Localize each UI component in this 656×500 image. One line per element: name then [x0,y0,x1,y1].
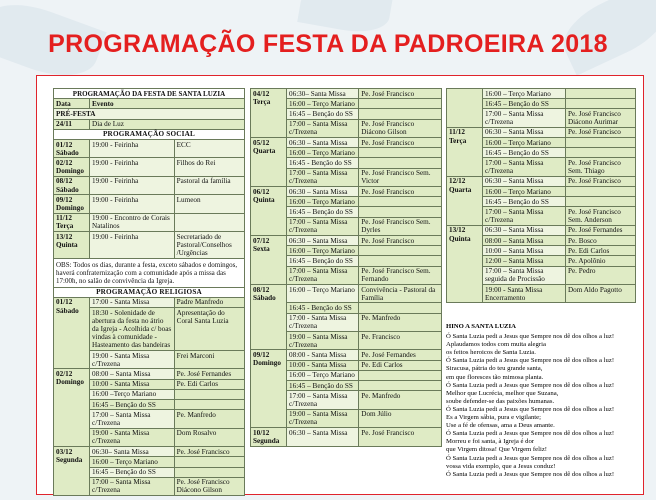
row-time: 19:00 - Santa Missa Encerramento [483,285,566,303]
table-row [251,138,442,148]
hymn-lines [446,333,636,479]
row-time: 16:00 – Terço Mariano [483,187,566,197]
row-time: 17:00 – Santa Missa c/Trezena [287,266,359,284]
row-time: 19:00 - Feirinha [90,176,175,194]
row-time: 06:30– Santa Missa [90,447,175,457]
row-time: 17:00 – Santa Missa c/Trezena [483,207,566,225]
row-time: 16:00 – Terço Mariano [287,370,359,380]
row-time: 19:00 - Feirinha [90,158,175,176]
row-day: 11/12 Terça [447,127,483,176]
row-time: 19:00 - Feirinha [90,232,175,259]
hymn-line: Es a Virgem sábia, pura e vigilante; [446,414,541,422]
program-table [53,88,245,496]
row-celebrant [174,389,244,399]
row-celebrant [359,148,442,158]
table-row [447,127,636,137]
hymn-line: soube defender-se das paixões humanas. [446,397,555,405]
table-heading: PROGRAMAÇÃO DA FESTA DE SANTA LUZIA [54,89,245,99]
obs-note: OBS: Todos os dias, durante a festa, exceto sábados e domingos, haverá confraternização com a comunidade após a missa das 17:00h, no salão de convivência da Igreja. [54,258,245,287]
row-time: 17:00 – Santa Missa c/Trezena [287,391,359,409]
row-time: 08:00 - Santa Missa [287,350,359,360]
table-row [54,369,245,379]
row-time: 16:00 – Terço Mariano [287,197,359,207]
row-time: 10:00 - Santa Missa [90,379,175,389]
row-time: 16:45 – Benção do SS [90,467,175,477]
section-religious: PROGRAMAÇÃO RELIGIOSA [54,287,245,297]
row-time: 16:00 – Terço Mariano [287,285,359,303]
row-celebrant: Pe. Pedro [565,266,635,284]
row-time: 19:00 - Encontro de Corais Natalinos [90,213,175,231]
row-day: 13/12 Quinta [54,232,90,259]
row-celebrant: Pe. José Francisco [565,176,635,186]
hymn-line: Ó Santa Luzia pedi a Jesus que Sempre nos dê dos olhos a luz! [446,357,615,365]
row-time: 16:00 – Terço Mariano [90,457,175,467]
row-celebrant [359,99,442,109]
row-time: 16:45 – Benção do SS [483,197,566,207]
row-group: ECC [174,140,244,158]
row-day: 03/12 Segunda [54,447,90,496]
row-time: 17:00 - Santa Missa c/Trezena [287,313,359,331]
row-group: Pastoral da família [174,176,244,194]
hymn-line: Morreu e foi santa, à Igreja é dor [446,438,535,446]
row-celebrant [565,138,635,148]
row-day: 09/12 Domingo [251,350,287,428]
row-celebrant: Pe. José Francisco [359,138,442,148]
row-celebrant: Pe. José Francisco Diácono Gilson [174,477,244,495]
row-celebrant: Padre Manfredo [174,297,244,307]
row-time: 16:45 – Benção do SS [483,148,566,158]
table-row [447,89,636,99]
hymn-line: Ó Santa Luzia pedi a Jesus que Sempre nos dê dos olhos a luz! [446,333,615,341]
row-celebrant: Pe. José Francisco [359,428,442,446]
row-celebrant: Frei Marconi [174,351,244,369]
table-row [251,89,442,99]
row-celebrant: Pe. José Francisco [565,127,635,137]
row-time: 17:00 – Santa Missa c/Trezena [90,410,175,428]
row-day: 07/12 Sexta [251,236,287,285]
row-celebrant: Pe. Manfredo [174,410,244,428]
row-time: 17:00 – Santa Missa c/Trezena [287,217,359,235]
row-time: 16:45 - Benção do SS [287,303,359,313]
row-time: 19:00 – Santa Missa c/Trezena [287,332,359,350]
row-time: 17:00 – Santa Missa seguida de Procissão [483,266,566,284]
row-celebrant: Pe. José Francisco Sem. Fernando [359,266,442,284]
row-time: 16:45 – Benção do SS [483,99,566,109]
row-celebrant: Dom Rosalvo [174,428,244,446]
table-row [251,236,442,246]
program-table [250,88,442,447]
table-row [54,213,245,231]
row-celebrant [359,246,442,256]
row-day: 08/12 Sábado [251,285,287,350]
pre-festa-event: Dia de Luz [90,119,245,129]
row-celebrant [174,400,244,410]
row-celebrant [359,303,442,313]
row-time: 16:00 –Terço Mariano [90,389,175,399]
row-celebrant [359,158,442,168]
hymn-line: em que floresces tão mimosa planta. [446,373,544,381]
row-time: 08:00 – Santa Missa [90,369,175,379]
row-day: 05/12 Quarta [251,138,287,187]
row-day: 10/12 Segunda [251,428,287,446]
row-time: 19:00 – Santa Missa c/Trezena [287,409,359,427]
row-celebrant: Apresentação do Coral Santa Luzia [174,308,244,351]
row-celebrant: Pe. José Francisco Diácono Gilson [359,119,442,137]
row-time: 06:30 – Santa Missa [287,187,359,197]
row-celebrant: Pe. José Francisco Sem. Thiago [565,158,635,176]
hymn-line: os feitos heroicos de Santa Luzia. [446,349,536,357]
row-celebrant [565,197,635,207]
row-time: 18:30 - Solenidade de abertura da festa no átrio da Igreja - Acolhida c/ boas vindas à comunidade - Hasteamento das bandeiras [90,308,175,351]
row-celebrant: Pe. Bosco [565,236,635,246]
row-celebrant: Dom Aldo Pagotto [565,285,635,303]
pre-festa-date: 24/11 [54,119,90,129]
section-pre-festa: PRÉ-FESTA [54,109,245,119]
hymn-line: Ó Santa Luzia pedi a Jesus que Sempre nos dê dos olhos a luz! [446,470,615,478]
page-title: PROGRAMAÇÃO FESTA DA PADROEIRA 2018 [48,30,608,58]
col-header-date: Data [54,99,90,109]
row-day: 06/12 Quinta [251,187,287,236]
row-celebrant [174,457,244,467]
column-1 [53,88,245,496]
table-row [54,158,245,176]
row-day: 04/12 Terça [251,89,287,138]
table-row [251,285,442,303]
hymn-line: Melhor que Lucrécia, melhor que Suzana, [446,389,559,397]
row-celebrant: Pe. Apolônio [565,256,635,266]
row-time: 16:00 – Terço Mariano [287,99,359,109]
row-time: 12:00 – Santa Missa [483,256,566,266]
table-row [54,176,245,194]
row-celebrant [565,89,635,99]
row-group: Lumeon [174,195,244,213]
row-celebrant: Pe. José Fernandes [565,225,635,235]
row-time: 16:00 – Terço Mariano [287,246,359,256]
row-celebrant [359,207,442,217]
row-group: Secretariado de Pastoral/Conselhos /Urgências [174,232,244,259]
row-day: 02/12 Domingo [54,369,90,447]
program-table [446,88,636,303]
row-time: 16:45 - Benção do SS [287,158,359,168]
row-celebrant [565,187,635,197]
row-celebrant: Pe. José Francisco Sem. Victor [359,168,442,186]
row-celebrant [359,256,442,266]
row-day: 12/12 Quarta [447,176,483,225]
row-day: 01/12 Sábado [54,140,90,158]
row-time: 16:00 – Terço Mariano [287,148,359,158]
row-time: 06:30 – Santa Missa [483,225,566,235]
table-row [251,350,442,360]
row-celebrant [174,467,244,477]
row-time: 06:30 – Santa Missa [287,138,359,148]
row-time: 16:45 – Benção do SS [287,256,359,266]
row-celebrant: Pe. José Francisco Sem. Dyrles [359,217,442,235]
row-celebrant [359,381,442,391]
row-time: 17:00 – Santa Missa c/Trezena [90,477,175,495]
row-celebrant: Pe. Edi Carlos [174,379,244,389]
row-time: 17:00 – Santa Missa c/Trezena [483,109,566,127]
hymn-line: Ó Santa Luzia pedi a Jesus que Sempre nos dê dos olhos a luz! [446,381,615,389]
row-celebrant: Pe. Manfredo [359,313,442,331]
table-row [447,225,636,235]
row-time: 16:00 – Terço Mariano [483,138,566,148]
row-time: 10:00 – Santa Missa [483,246,566,256]
hymn-line: Siracusa, pátria do teu grande santa, [446,365,543,373]
row-time: 17:00 – Santa Missa c/Trezena [287,168,359,186]
religious-rows [54,297,245,495]
row-time: 17:00 – Santa Missa c/Trezena [287,119,359,137]
table-row [251,187,442,197]
row-celebrant [565,99,635,109]
row-celebrant: Dom Júlio [359,409,442,427]
row-time: 19:00 - Feirinha [90,195,175,213]
row-celebrant: Convivência - Pastoral da Família [359,285,442,303]
row-celebrant: Pe. Edi Carlos [359,360,442,370]
row-time: 06:30 – Santa Missa [287,428,359,446]
hymn [446,323,636,479]
row-celebrant: Pe. José Francisco Sem. Anderson [565,207,635,225]
row-celebrant: Pe. José Francisco [359,187,442,197]
row-time: 19:00 - Feirinha [90,140,175,158]
social-rows [54,140,245,259]
table-row [54,297,245,307]
row-day: 08/12 Sábado [54,176,90,194]
hymn-line: Aplaudamos todos com muita alegria [446,341,546,349]
row-time: 17:00 - Santa Missa [90,297,175,307]
row-celebrant: Pe. José Fernandes [359,350,442,360]
row-day: 13/12 Quinta [447,225,483,303]
row-group: Filhos do Rei [174,158,244,176]
row-time: 06:30 – Santa Missa [287,236,359,246]
hymn-line: que Virgem ditosa! Que Virgem feliz! [446,446,548,454]
table-row [54,232,245,259]
row-time: 17:00 – Santa Missa c/Trezena [483,158,566,176]
row-day: 01/12 Sábado [54,297,90,369]
row-day [447,89,483,128]
hymn-line: vossa vida exemplo, que a Jesus conduz! [446,462,556,470]
section-social: PROGRAMAÇÃO SOCIAL [54,129,245,139]
row-celebrant: Pe. José Fernandes [174,369,244,379]
table-row [54,195,245,213]
hymn-line: Ó Santa Luzia pedi a Jesus que Sempre nos dê dos olhos a luz! [446,405,615,413]
column-3 [446,88,636,303]
row-day: 09/12 Domingo [54,195,90,213]
row-celebrant: Pe. Edi Carlos [565,246,635,256]
row-day: 11/12 Terça [54,213,90,231]
row-day: 02/12 Domingo [54,158,90,176]
row-time: 06:30– Santa Missa [287,89,359,99]
row-time: 06:30 – Santa Missa [483,176,566,186]
row-celebrant: Pe. Manfredo [359,391,442,409]
row-time: 08:00 – Santa Missa [483,236,566,246]
row-time: 19:00 - Santa Missa c/Trezena [90,428,175,446]
table-row [54,447,245,457]
row-time: 16:45 – Benção do SS [90,400,175,410]
row-time: 16:45 – Benção do SS [287,381,359,391]
row-celebrant: Pe. José Francisco Diácono Aurimar [565,109,635,127]
row-time: 16:45 – Benção do SS [287,109,359,119]
hymn-line: Use a fé de ofensas, ama a Deus amante. [446,422,555,430]
row-group [174,213,244,231]
row-celebrant: Pe. José Francisco [359,236,442,246]
row-celebrant [359,109,442,119]
row-time: 16:00 – Terço Mariano [483,89,566,99]
row-time: 16:45 – Benção do SS [287,207,359,217]
row-time: 19:00 - Santa Missa c/Trezena [90,351,175,369]
hymn-title: HINO A SANTA LUZIA [446,323,516,330]
hymn-line: Ó Santa Luzia pedi a Jesus que Sempre nos dê dos olhos a luz! [446,430,615,438]
column-2 [250,88,442,447]
row-celebrant [565,148,635,158]
table-row [54,140,245,158]
hymn-line: Ó Santa Luzia pedi a Jesus que Sempre nos dê dos olhos a luz! [446,454,615,462]
row-celebrant [359,197,442,207]
row-time: 06:30 – Santa Missa [483,127,566,137]
row-celebrant: Pe. Francisco [359,332,442,350]
row-celebrant: Pe. José Francisco [174,447,244,457]
program-frame [36,75,644,495]
row-time: 10:00 - Santa Missa [287,360,359,370]
row-celebrant [359,370,442,380]
col-header-event: Evento [90,99,245,109]
table-row [251,428,442,446]
table-row [447,176,636,186]
row-celebrant: Pe. José Francisco [359,89,442,99]
